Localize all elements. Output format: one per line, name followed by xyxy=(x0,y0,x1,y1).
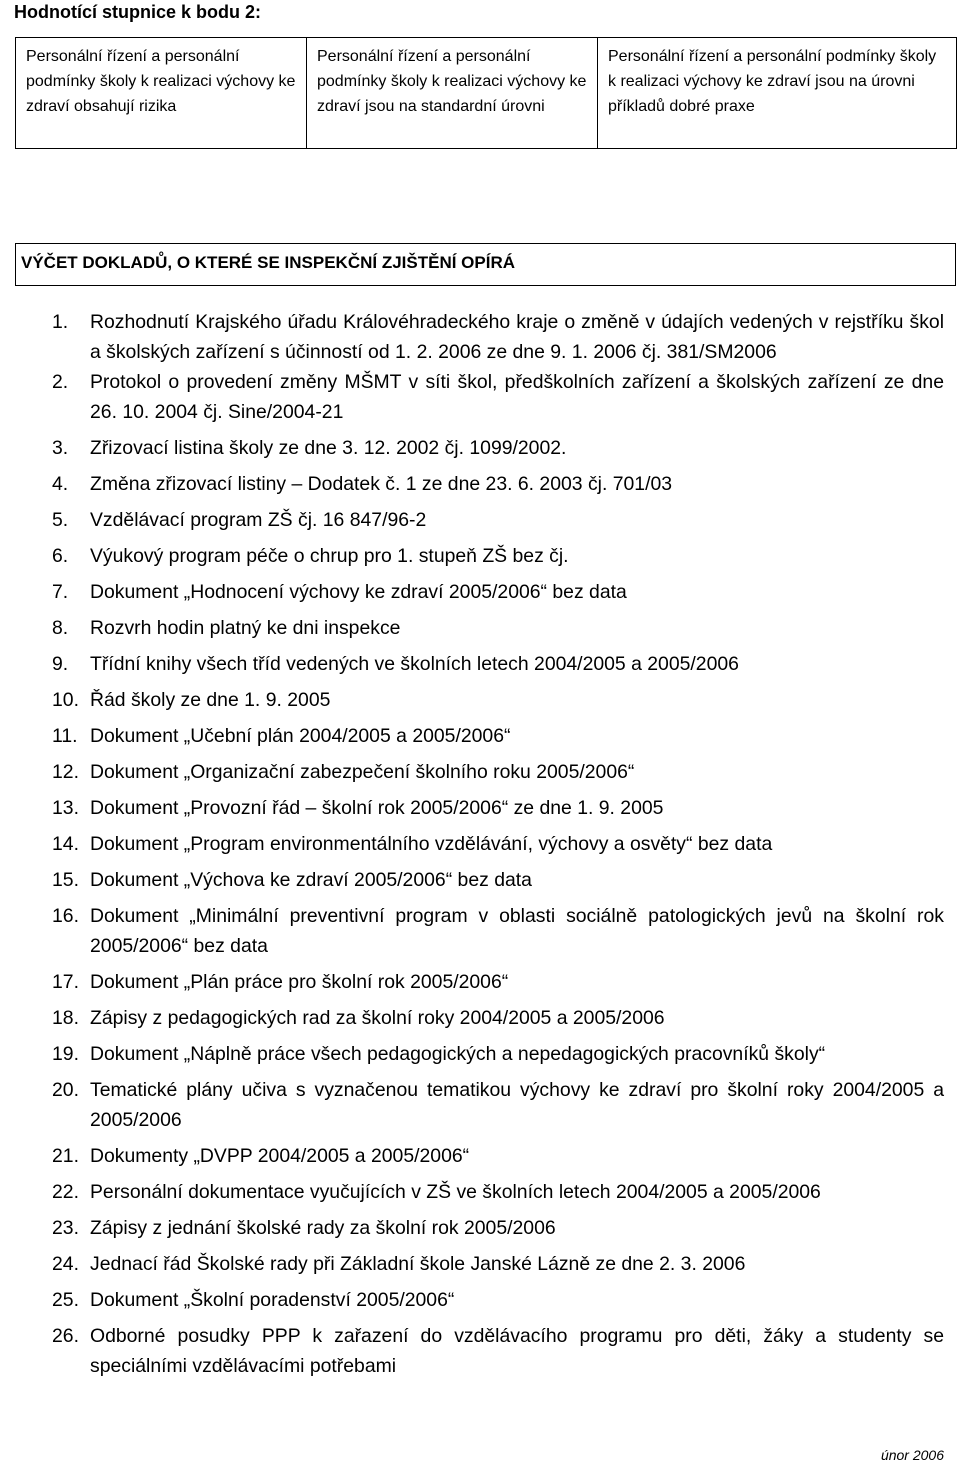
list-item xyxy=(52,757,944,787)
list-item xyxy=(52,1003,944,1033)
list-item xyxy=(52,613,944,643)
rating-scale-table xyxy=(15,37,957,149)
list-item xyxy=(52,721,944,751)
list-item-text: Rozvrh hodin platný ke dni inspekce xyxy=(90,617,401,639)
list-item-text: Třídní knihy všech tříd vedených ve školních letech 2004/2005 a 2005/2006 xyxy=(90,653,739,675)
list-item-number: 25. xyxy=(52,1289,79,1311)
list-item-number: 26. xyxy=(52,1325,79,1347)
list-item-text: Zápisy z jednání školské rady za školní rok 2005/2006 xyxy=(90,1217,556,1239)
list-item xyxy=(52,1177,944,1207)
list-item-text: Dokument „Plán práce pro školní rok 2005/2006“ xyxy=(90,971,509,993)
list-item xyxy=(52,1075,944,1135)
list-item-number: 14. xyxy=(52,833,79,855)
list-item xyxy=(52,649,944,679)
list-item-number: 3. xyxy=(52,437,69,459)
list-item-number: 19. xyxy=(52,1043,79,1065)
list-item-text: Dokument „Program environmentálního vzdělávání, výchovy a osvěty“ bez data xyxy=(90,833,773,855)
list-item-text: Zápisy z pedagogických rad za školní roky 2004/2005 a 2005/2006 xyxy=(90,1007,665,1029)
list-item xyxy=(52,577,944,607)
list-item-text: Tematické plány učiva s vyznačenou tematikou výchovy ke zdraví pro školní roky 2004/2005 a 2005/2006 xyxy=(90,1079,944,1131)
list-item xyxy=(52,1249,944,1279)
list-item-text: Dokument „Náplně práce všech pedagogických a nepedagogických pracovníků školy“ xyxy=(90,1043,826,1065)
list-item-number: 13. xyxy=(52,797,79,819)
list-item-number: 2. xyxy=(52,371,69,393)
list-item xyxy=(52,967,944,997)
list-item-text: Odborné posudky PPP k zařazení do vzdělávacího programu pro děti, žáky a studenty se speciálními vzdělávacími potřebami xyxy=(90,1325,944,1377)
list-item-number: 4. xyxy=(52,473,69,495)
list-item xyxy=(52,1141,944,1171)
rating-scale-row xyxy=(16,38,957,149)
list-item-number: 7. xyxy=(52,581,69,603)
list-item-text: Dokument „Hodnocení výchovy ke zdraví 2005/2006“ bez data xyxy=(90,581,627,603)
list-item-text: Dokumenty „DVPP 2004/2005 a 2005/2006“ xyxy=(90,1145,470,1167)
list-item-number: 23. xyxy=(52,1217,79,1239)
list-item xyxy=(52,1213,944,1243)
list-item-text: Dokument „Organizační zabezpečení školního roku 2005/2006“ xyxy=(90,761,635,783)
list-item xyxy=(52,829,944,859)
list-item-text: Výukový program péče o chrup pro 1. stupeň ZŠ bez čj. xyxy=(90,545,569,567)
list-item-text: Dokument „Výchova ke zdraví 2005/2006“ bez data xyxy=(90,869,532,891)
list-item-number: 11. xyxy=(52,725,78,747)
list-item-text: Rozhodnutí Krajského úřadu Královéhradeckého kraje o změně v údajích vedených v rejstříku škol a školských zařízení s účinností od 1. 2. 2006 ze dne 9. 1. 2006 čj. 381/SM2006 xyxy=(90,311,944,363)
list-item-number: 24. xyxy=(52,1253,79,1275)
list-item-number: 8. xyxy=(52,617,69,639)
rating-scale-cell-risks: Personální řízení a personální podmínky školy k realizaci výchovy ke zdraví obsahují rizika xyxy=(16,38,307,149)
list-item xyxy=(52,307,944,367)
list-item-number: 5. xyxy=(52,509,69,531)
list-item-number: 9. xyxy=(52,653,69,675)
list-item xyxy=(52,433,944,463)
evidence-document-list xyxy=(52,307,944,1387)
rating-scale-cell-good-practice: Personální řízení a personální podmínky školy k realizaci výchovy ke zdraví jsou na úrovni příkladů dobré praxe xyxy=(598,38,957,149)
list-item-number: 1. xyxy=(52,311,69,333)
rating-scale-cell-standard: Personální řízení a personální podmínky školy k realizaci výchovy ke zdraví jsou na standardní úrovni xyxy=(307,38,598,149)
list-item-number: 10. xyxy=(52,689,79,711)
list-item-text: Řád školy ze dne 1. 9. 2005 xyxy=(90,689,331,711)
footer-date: únor 2006 xyxy=(880,1447,944,1463)
list-item xyxy=(52,541,944,571)
list-item-number: 16. xyxy=(52,905,79,927)
evidence-list-title: VÝČET DOKLADŮ, O KTERÉ SE INSPEKČNÍ ZJIŠTĚNÍ OPÍRÁ xyxy=(15,243,956,286)
list-item-number: 17. xyxy=(52,971,79,993)
list-item xyxy=(52,367,944,427)
list-item xyxy=(52,469,944,499)
list-item-text: Dokument „Minimální preventivní program v oblasti sociálně patologických jevů na školní rok 2005/2006“ bez data xyxy=(90,905,944,957)
list-item xyxy=(52,793,944,823)
list-item-text: Jednací řád Školské rady při Základní škole Janské Lázně ze dne 2. 3. 2006 xyxy=(90,1253,746,1275)
list-item-number: 20. xyxy=(52,1079,79,1101)
list-item-number: 18. xyxy=(52,1007,79,1029)
list-item-text: Dokument „Učební plán 2004/2005 a 2005/2006“ xyxy=(90,725,511,747)
page-heading: Hodnotící stupnice k bodu 2: xyxy=(14,2,261,22)
list-item xyxy=(52,1285,944,1315)
list-item xyxy=(52,901,944,961)
list-item xyxy=(52,865,944,895)
list-item-text: Dokument „Provozní řád – školní rok 2005/2006“ ze dne 1. 9. 2005 xyxy=(90,797,664,819)
list-item-text: Vzdělávací program ZŠ čj. 16 847/96-2 xyxy=(90,509,427,531)
list-item xyxy=(52,685,944,715)
list-item-number: 6. xyxy=(52,545,69,567)
list-item-text: Změna zřizovací listiny – Dodatek č. 1 ze dne 23. 6. 2003 čj. 701/03 xyxy=(90,473,673,495)
list-item-text: Zřizovací listina školy ze dne 3. 12. 2002 čj. 1099/2002. xyxy=(90,437,567,459)
list-item xyxy=(52,1321,944,1381)
list-item-text: Personální dokumentace vyučujících v ZŠ ve školních letech 2004/2005 a 2005/2006 xyxy=(90,1181,821,1203)
list-item xyxy=(52,505,944,535)
list-item xyxy=(52,1039,944,1069)
list-item-number: 21. xyxy=(52,1145,79,1167)
list-item-text: Protokol o provedení změny MŠMT v síti škol, předškolních zařízení a školských zařízení ze dne 26. 10. 2004 čj. Sine/2004-21 xyxy=(90,371,944,423)
list-item-number: 12. xyxy=(52,761,79,783)
list-item-number: 15. xyxy=(52,869,79,891)
list-item-number: 22. xyxy=(52,1181,79,1203)
list-item-text: Dokument „Školní poradenství 2005/2006“ xyxy=(90,1289,455,1311)
